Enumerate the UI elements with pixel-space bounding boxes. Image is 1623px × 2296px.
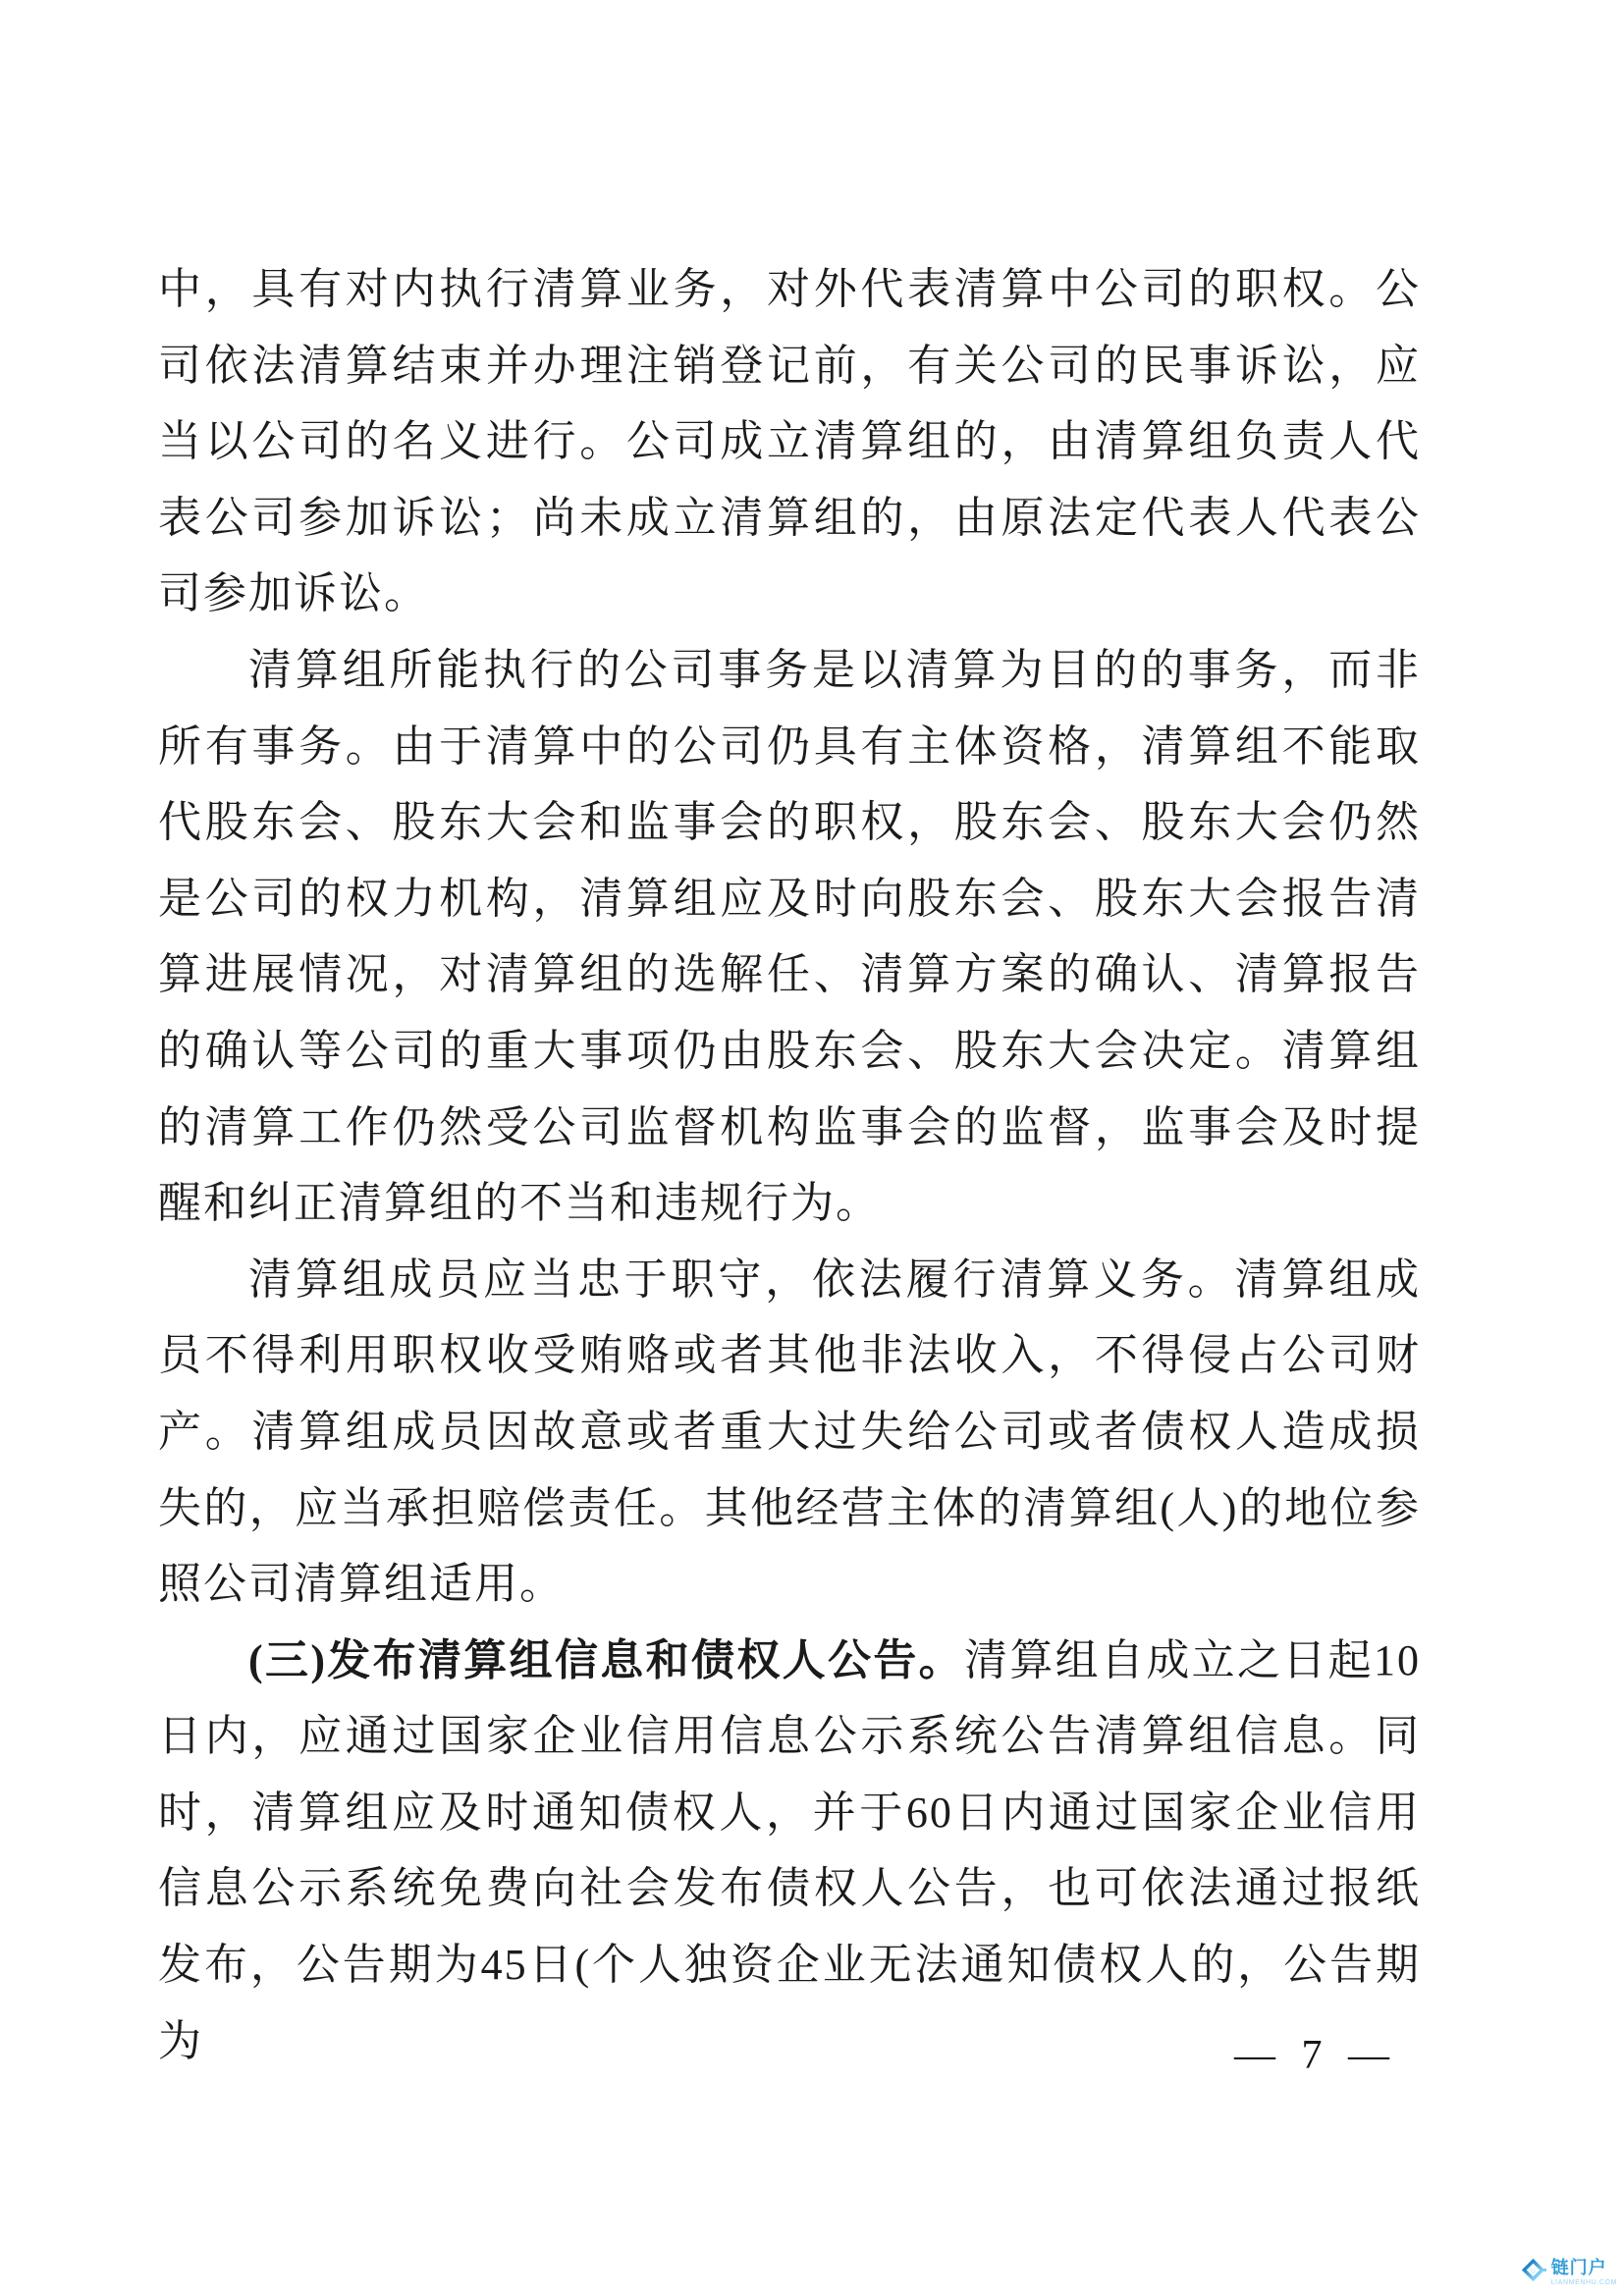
paragraph: 清算组成员应当忠于职守，依法履行清算义务。清算组成员不得利用职权收受贿赂或者其他非法收入，不得侵占公司财产。清算组成员因故意或者重大过失给公司或者债权人造成损失的，应当承担赔偿责任。其他经营主体的清算组(人)的地位参照公司清算组适用。 xyxy=(158,1255,1421,1609)
watermark-brand: 链门户 xyxy=(1550,2258,1607,2277)
section-heading-inline: (三)发布清算组信息和债权人公告。 xyxy=(248,1635,964,1684)
paragraph-text: 清算组自成立之日起10日内，应通过国家企业信用信息公示系统公告清算组信息。同时，清算组应及时通知债权人，并于60日内通过国家企业信用信息公示系统免费向社会发布债权人公告，也可依法通过报纸发布，公告期为45日(个人独资企业无法通知债权人的，公告期为 xyxy=(158,1635,1421,2065)
lianmenhu-logo-icon xyxy=(1520,2257,1546,2288)
watermark-text xyxy=(1551,2259,1617,2286)
paragraph: 清算组所能执行的公司事务是以清算为目的的事务，而非所有事务。由于清算中的公司仍具有主体资格，清算组不能取代股东会、股东大会和监事会的职权，股东会、股东大会仍然是公司的权力机构，清算组应及时向股东会、股东大会报告清算进展情况，对清算组的选解任、清算方案的确认、清算报告的确认等公司的重大事项仍由股东会、股东大会决定。清算组的清算工作仍然受公司监督机构监事会的监督，监事会及时提醒和纠正清算组的不当和违规行为。 xyxy=(158,645,1421,1228)
watermark-domain: LIANMENHU.COM xyxy=(1550,2279,1617,2286)
watermark xyxy=(1520,2257,1617,2288)
body-text xyxy=(158,251,1421,2079)
paragraph: 中，具有对内执行清算业务，对外代表清算中公司的职权。公司依法清算结束并办理注销登记前，有关公司的民事诉讼，应当以公司的名义进行。公司成立清算组的，由清算组负责人代表公司参加诉讼；尚未成立清算组的，由原法定代表人代表公司参加诉讼。 xyxy=(158,265,1421,618)
paragraph xyxy=(158,1623,1421,2080)
svg-text:u: u xyxy=(1530,2266,1536,2275)
page-number: — 7 — xyxy=(1234,2033,1397,2078)
